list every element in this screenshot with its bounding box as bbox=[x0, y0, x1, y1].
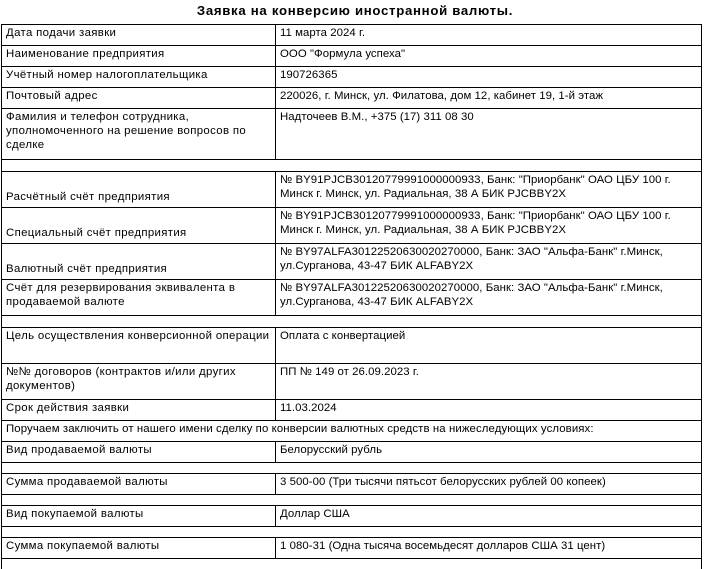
row-value-special-account: № BY91PJCB30120779991000000933, Банк: "Приорбанк" ОАО ЦБУ 100 г. Минск г. Минск, ул. Радиальная, 38 А БИК PJCBBY2X bbox=[276, 207, 702, 243]
row-value-reserve-account: № BY97ALFA30122520630020270000, Банк: ЗАО "Альфа-Банк" г.Минск, ул.Сурганова, 43-47 БИК ALFABY2X bbox=[276, 279, 702, 315]
section-spacer bbox=[2, 315, 702, 327]
table-row bbox=[2, 24, 702, 45]
table-row bbox=[2, 45, 702, 66]
row-value-validity-period: 11.03.2024 bbox=[276, 399, 702, 420]
row-value-currency-account: № BY97ALFA30122520630020270000, Банк: ЗАО "Альфа-Банк" г.Минск, ул.Сурганова, 43-47 БИК ALFABY2X bbox=[276, 243, 702, 279]
row-label-validity-period: Срок действия заявки bbox=[2, 399, 276, 420]
row-value-contact-person: Надточеев В.М., +375 (17) 311 08 30 bbox=[276, 108, 702, 159]
row-label-sold-currency-amount: Сумма продаваемой валюты bbox=[2, 473, 276, 494]
row-value-bought-currency-type: Доллар США bbox=[276, 505, 702, 526]
table-row bbox=[2, 243, 702, 279]
row-label-company-name: Наименование предприятия bbox=[2, 45, 276, 66]
table-row bbox=[2, 66, 702, 87]
row-value-taxpayer-number: 190726365 bbox=[276, 66, 702, 87]
row-label-reserve-account: Счёт для резервирования эквивалента в продаваемой валюте bbox=[2, 279, 276, 315]
row-label-contact-person: Фамилия и телефон сотрудника, уполномоченного на решение вопросов по сделке bbox=[2, 108, 276, 159]
table-row bbox=[2, 87, 702, 108]
row-value-postal-address: 220026, г. Минск, ул. Филатова, дом 12, кабинет 19, 1-й этаж bbox=[276, 87, 702, 108]
table-row bbox=[2, 279, 702, 315]
table-row bbox=[2, 108, 702, 159]
row-label-postal-address: Почтовый адрес bbox=[2, 87, 276, 108]
row-value-bought-currency-amount: 1 080-31 (Одна тысяча восемьдесят долларов США 31 цент) bbox=[276, 537, 702, 558]
row-label-bought-currency-amount: Сумма покупаемой валюты bbox=[2, 537, 276, 558]
row-value-company-name: ООО "Формула успеха" bbox=[276, 45, 702, 66]
page-title: Заявка на конверсию иностранной валюты. bbox=[196, 3, 514, 18]
row-label-application-date: Дата подачи заявки bbox=[2, 24, 276, 45]
section-spacer bbox=[2, 526, 702, 537]
table-row bbox=[2, 537, 702, 558]
row-value-sold-currency-type: Белорусский рубль bbox=[276, 441, 702, 462]
currency-conversion-form-table bbox=[1, 24, 702, 569]
table-row bbox=[2, 399, 702, 420]
row-value-sold-currency-amount: 3 500-00 (Три тысячи пятьсот белорусских рублей 00 копеек) bbox=[276, 473, 702, 494]
table-row bbox=[2, 363, 702, 399]
terms-notice-text: Поручаем заключить от нашего имени сделку по конверсии валютных средств на нижеследующих условиях: bbox=[2, 420, 702, 441]
table-row bbox=[2, 473, 702, 494]
row-label-bought-currency-type: Вид покупаемой валюты bbox=[2, 505, 276, 526]
section-spacer bbox=[2, 494, 702, 505]
section-spacer bbox=[2, 159, 702, 171]
row-value-settlement-account: № BY91PJCB30120779991000000933, Банк: "Приорбанк" ОАО ЦБУ 100 г. Минск г. Минск, ул. Радиальная, 38 А БИК PJCBBY2X bbox=[276, 171, 702, 207]
row-value-contract-numbers: ПП № 149 от 26.09.2023 г. bbox=[276, 363, 702, 399]
row-label-sold-currency-type: Вид продаваемой валюты bbox=[2, 441, 276, 462]
table-row bbox=[2, 327, 702, 363]
table-row bbox=[2, 505, 702, 526]
row-label-contract-numbers: №№ договоров (контрактов и/или других документов) bbox=[2, 363, 276, 399]
table-row bbox=[2, 207, 702, 243]
row-label-taxpayer-number: Учётный номер налогоплательщика bbox=[2, 66, 276, 87]
table-row bbox=[2, 171, 702, 207]
row-label-settlement-account: Расчётный счёт предприятия bbox=[2, 171, 276, 207]
table-row-notice bbox=[2, 420, 702, 441]
row-label-operation-purpose: Цель осуществления конверсионной операции bbox=[2, 327, 276, 363]
row-label-currency-account: Валютный счёт предприятия bbox=[2, 243, 276, 279]
row-label-special-account: Специальный счёт предприятия bbox=[2, 207, 276, 243]
section-spacer bbox=[2, 462, 702, 473]
section-spacer bbox=[2, 558, 702, 569]
row-value-operation-purpose: Оплата с конвертацией bbox=[276, 327, 702, 363]
row-value-application-date: 11 марта 2024 г. bbox=[276, 24, 702, 45]
table-row bbox=[2, 441, 702, 462]
